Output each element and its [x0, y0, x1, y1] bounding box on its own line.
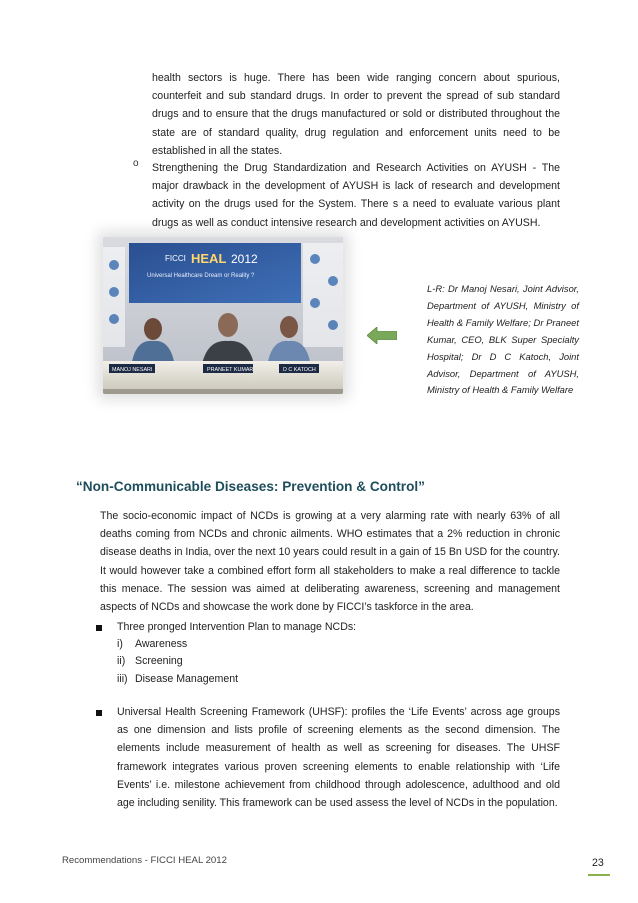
page-number: 23 — [592, 857, 604, 869]
banner-tagline: Universal Healthcare Dream or Reality ? — [147, 273, 255, 279]
page-number-rule — [588, 874, 610, 876]
photo-caption: L-R: Dr Manoj Nesari, Joint Advisor, Department of AYUSH, Ministry of Health & Family Welfare; Dr Praneet Kumar, CEO, BLK Super Specialty Hospital; Dr D C Katoch, Joint Advisor, Department of AYUSH, Ministry of Health & Family Welfare — [427, 283, 579, 396]
list-item: i) Awareness — [117, 638, 188, 650]
left-arrow-icon — [367, 327, 397, 344]
continued-paragraph: health sectors is huge. There has been wide ranging concern about spurious, counterfeit and sub standard drugs. In order to prevent the spread of sub standard drugs and to ensure that the drugs manufactured or sold or distributed throughout the state are of standard quality, drug regulation and enforcement units need to be established in all the states. — [152, 72, 560, 157]
section-heading: “Non-Communicable Diseases: Prevention & Control” — [76, 479, 425, 494]
nameplate-right: D C KATOCH — [283, 367, 316, 373]
intervention-plan-bullet: Three pronged Intervention Plan to manage NCDs: — [117, 621, 357, 633]
panel-photo-illustration — [103, 237, 343, 394]
square-bullet-icon — [96, 710, 102, 716]
footer-title: Recommendations - FICCI HEAL 2012 — [62, 855, 227, 866]
banner-year: 2012 — [231, 252, 258, 266]
circle-bullet-marker: o — [133, 158, 139, 169]
square-bullet-icon — [96, 625, 102, 631]
ncd-intro-paragraph: The socio-economic impact of NCDs is growing at a very alarming rate with nearly 63% of all deaths coming from NCDs and chronic ailments. WHO estimates that a 2% reduction in chronic disease deaths in India, over the next 10 years could result in a gain of 15 Bn USD for the country. It would however take a combined effort form all stakeholders to make a real difference to tackle this menace. The session was aimed at deliberating awareness, screening and management aspects of NCDs and showcase the work done by FICCI’s taskforce in the area. — [100, 510, 560, 614]
panel-photo — [103, 237, 343, 394]
list-item: iii) Disease Management — [117, 672, 239, 685]
banner-event: HEAL — [191, 251, 227, 266]
intervention-plan-list — [117, 636, 417, 688]
banner-brand: FICCI — [165, 254, 186, 263]
nameplates — [109, 364, 319, 373]
nameplate-center: PRANEET KUMAR — [207, 367, 254, 373]
ayush-research-bullet: Strengthening the Drug Standardization and Research Activities on AYUSH - The major drawback in the development of AYUSH is lack of research and development activity on the drugs used for the System. There s a need to evaluate various plant drugs as well as conduct intensive research and development activities on AYUSH. — [152, 162, 560, 229]
nameplate-left: MANOJ NESARI — [112, 367, 153, 373]
list-item: ii) Screening — [117, 655, 183, 668]
uhsf-bullet: Universal Health Screening Framework (UHSF): profiles the ‘Life Events’ across age groups as one dimension and lists profile of screening elements as the second dimension. The elements include measurement of health as well as screening for diseases. The UHSF framework integrates various proven screening elements to enable relationship with ‘Life Events’ i.e. milestone achievement from childhood through adolescence, adulthood and old age including senility. This framework can be used assess the level of NCDs in the population. — [117, 706, 560, 810]
